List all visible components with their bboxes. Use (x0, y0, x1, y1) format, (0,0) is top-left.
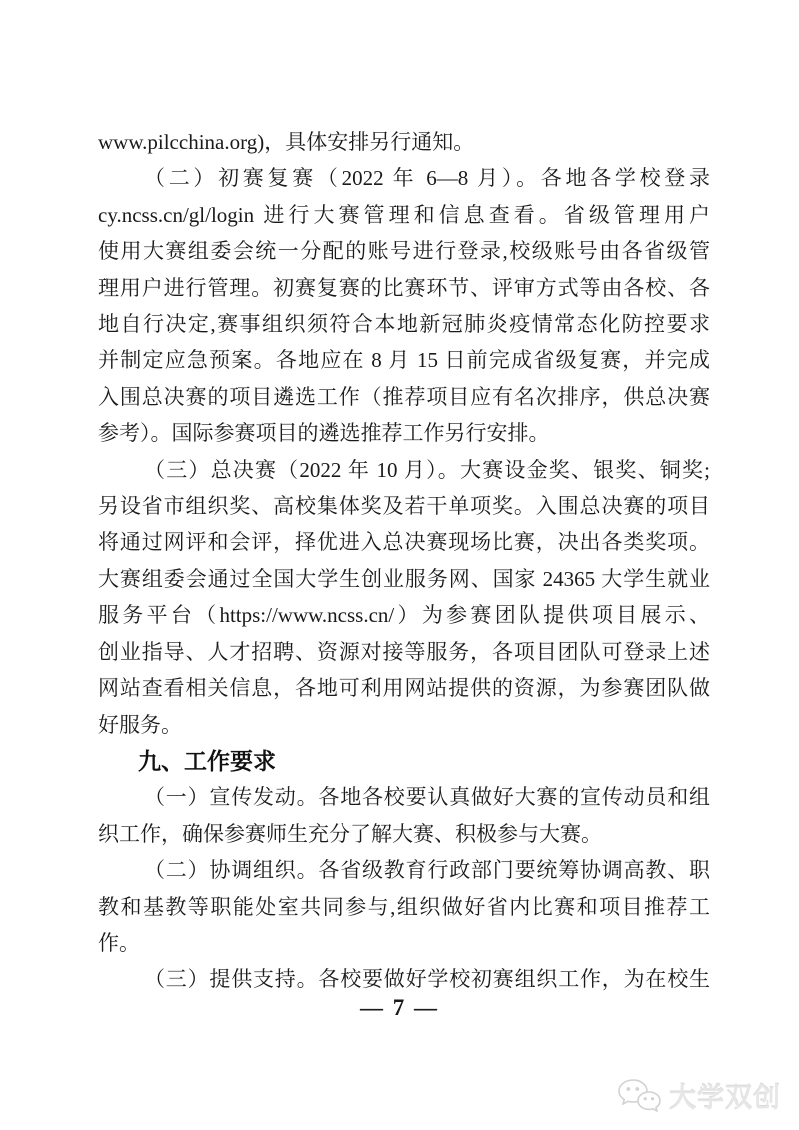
text-line: （三）总决赛（2022 年 10 月）。大赛设金奖、银奖、铜奖; (144, 457, 710, 482)
text-line: （一）宣传发动。各地各校要认真做好大赛的宣传动员和组 (144, 785, 710, 810)
text-line: 将通过网评和会评，择优进入总决赛现场比赛，决出各类奖项。 (98, 530, 710, 555)
section-heading: 九、工作要求 (138, 747, 276, 774)
text-line: 使用大赛组委会统一分配的账号进行登录,校级账号由各省级管 (98, 239, 710, 264)
text-line: 理用户进行管理。初赛复赛的比赛环节、评审方式等由各校、各 (98, 275, 710, 300)
text-line: 参考）。国际参赛项目的遴选推荐工作另行安排。 (98, 421, 550, 446)
text-line: 入围总决赛的项目遴选工作（推荐项目应有名次排序，供总决赛 (98, 384, 710, 409)
wechat-icon (616, 1078, 662, 1114)
text-line: （二）初赛复赛（2022 年 6—8 月）。各地各学校登录 (144, 166, 710, 191)
text-line: （三）提供支持。各校要做好学校初赛组织工作，为在校生 (144, 967, 710, 992)
text-line: cy.ncss.cn/gl/login 进行大赛管理和信息查看。省级管理用户 (98, 202, 710, 227)
text-line: 网站查看相关信息，各地可利用网站提供的资源，为参赛团队做 (98, 676, 710, 701)
text-line: 教和基教等职能处室共同参与,组织做好省内比赛和项目推荐工 (98, 894, 710, 919)
text-line: 作。 (98, 930, 140, 955)
text-line: 创业指导、人才招聘、资源对接等服务，各项目团队可登录上述 (98, 639, 710, 664)
page-number: — 7 — (360, 995, 439, 1020)
text-line: 好服务。 (98, 712, 182, 737)
text-line: www.pilcchina.org)，具体安排另行通知。 (98, 130, 475, 154)
text-line: 并制定应急预案。各地应在 8 月 15 日前完成省级复赛，并完成 (98, 348, 710, 373)
text-line: 另设省市组织奖、高校集体奖及若干单项奖。入围总决赛的项目 (98, 494, 710, 519)
text-line: （二）协调组织。各省级教育行政部门要统筹协调高教、职 (144, 858, 710, 883)
watermark (616, 1076, 781, 1115)
text-line: 服务平台（https://www.ncss.cn/）为参赛团队提供项目展示、 (98, 603, 710, 628)
text-line: 地自行决定,赛事组织须符合本地新冠肺炎疫情常态化防控要求 (98, 312, 710, 337)
text-line: 织工作，确保参赛师生充分了解大赛、积极参与大赛。 (98, 821, 602, 846)
text-line: 大赛组委会通过全国大学生创业服务网、国家 24365 大学生就业 (98, 566, 710, 591)
document-body (98, 124, 710, 998)
watermark-label: 大学双创 (669, 1083, 781, 1113)
